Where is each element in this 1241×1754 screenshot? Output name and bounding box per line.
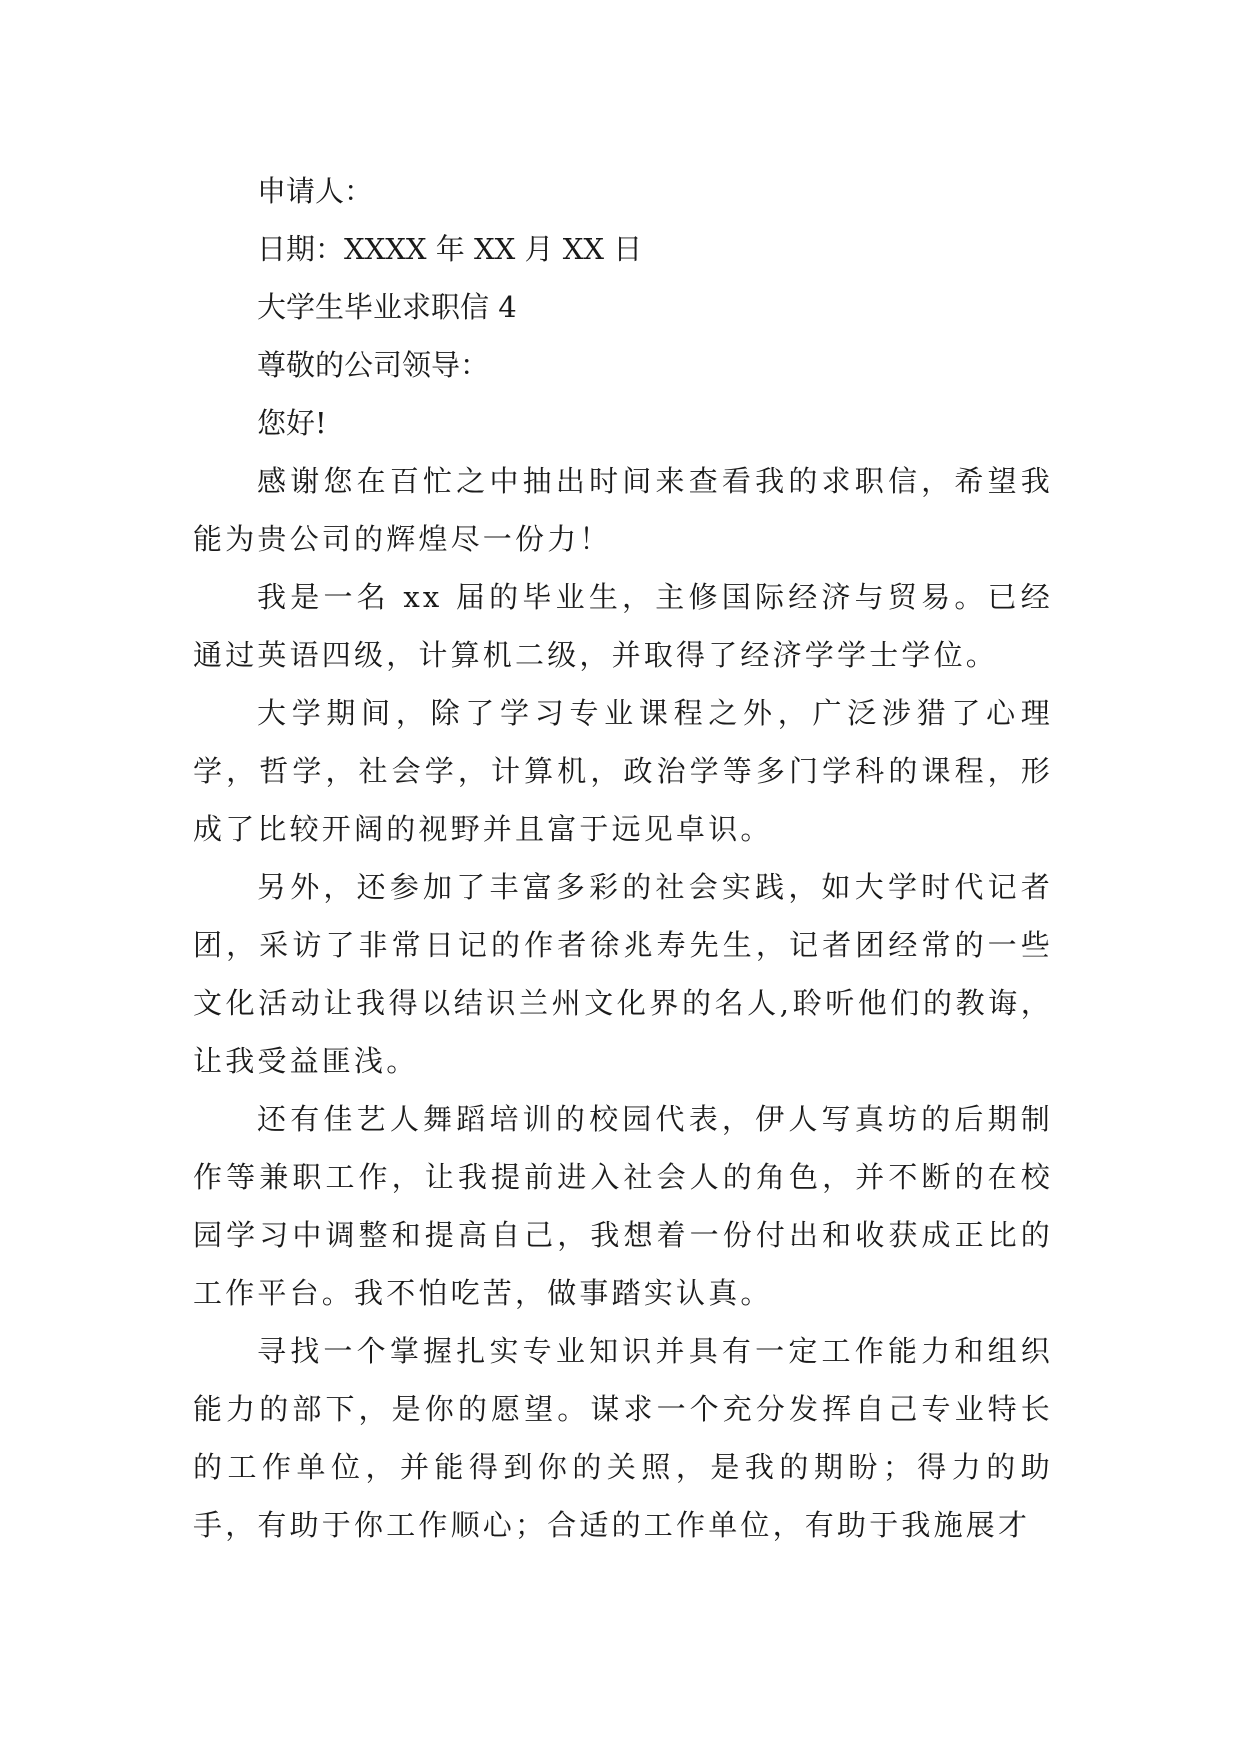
paragraph-background: 我是一名 xx 届的毕业生，主修国际经济与贸易。已经通过英语四级，计算机二级，并取得了经济学学士学位。 (193, 580, 1053, 672)
date-line: 日期：XXXX 年 XX 月 XX 日 (257, 232, 643, 266)
paragraph-studies: 大学期间，除了学习专业课程之外，广泛涉猎了心理学，哲学，社会学，计算机，政治学等多门学科的课程，形成了比较开阔的视野并且富于远见卓识。 (193, 696, 1053, 846)
paragraph-social-practice: 另外，还参加了丰富多彩的社会实践，如大学时代记者团，采访了非常日记的作者徐兆寿先生，记者团经常的一些文化活动让我得以结识兰州文化界的名人,聆听他们的教诲，让我受益匪浅。 (193, 870, 1053, 1078)
paragraph-aspiration: 寻找一个掌握扎实专业知识并具有一定工作能力和组织能力的部下，是你的愿望。谋求一个充分发挥自己专业特长的工作单位，并能得到你的关照，是我的期盼；得力的助手，有助于你工作顺心；合适的工作单位，有助于我施展才 (193, 1334, 1053, 1542)
greeting: 您好! (257, 406, 327, 440)
salutation: 尊敬的公司领导： (257, 348, 490, 382)
paragraph-thanks: 感谢您在百忙之中抽出时间来查看我的求职信，希望我能为贵公司的辉煌尽一份力！ (193, 464, 1053, 556)
letter-heading: 大学生毕业求职信 4 (257, 290, 517, 324)
document-page (193, 162, 1053, 1554)
paragraph-part-time-work: 还有佳艺人舞蹈培训的校园代表，伊人写真坊的后期制作等兼职工作，让我提前进入社会人的角色，并不断的在校园学习中调整和提高自己，我想着一份付出和收获成正比的工作平台。我不怕吃苦，做事踏实认真。 (193, 1102, 1053, 1310)
applicant-label: 申请人： (257, 174, 374, 208)
